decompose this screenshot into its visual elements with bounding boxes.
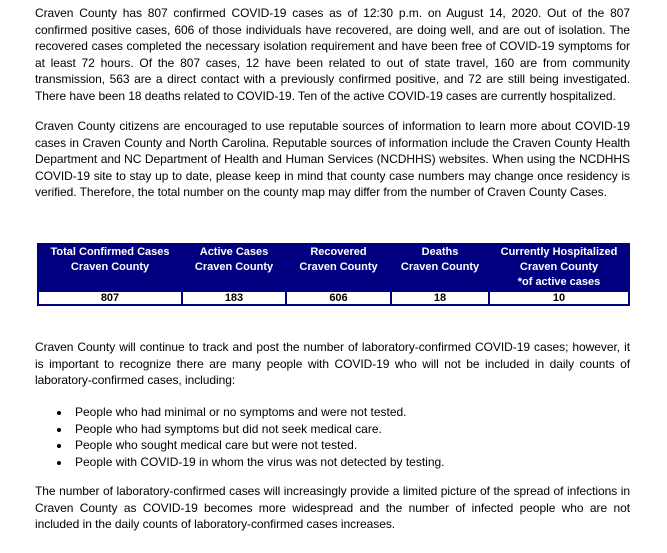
sources-paragraph: Craven County citizens are encouraged to use reputable sources of information to learn more about COVID-19 cases in Craven County and North Carolina. Reputable sources of information include the Craven County Health Department and NC Department of Health and Human Services (NCDHHS) websites. When using the NCDHHS COVID-19 site to stay up to date, please keep in mind that county case numbers may change once residency is verified. Therefore, the total number on the county map may differ from the number of Craven County Cases. (35, 119, 630, 200)
tracking-paragraph: Craven County will continue to track and post the number of laboratory-confirmed COVID-19 cases; however, it is important to recognize there are many people with COVID-19 who will not be included in daily counts of laboratory-confirmed cases, including: (35, 340, 630, 388)
list-item: People with COVID-19 in whom the virus was not detected by testing. (52, 454, 445, 471)
covid-stats-table (37, 243, 630, 306)
bullet-icon (57, 428, 61, 432)
header-total-confirmed: Total Confirmed Cases Craven County (50, 246, 170, 273)
header-deaths: Deaths Craven County (400, 246, 480, 273)
value-recovered: 606 (286, 291, 391, 305)
value-hospitalized: 10 (489, 291, 629, 305)
bullet-icon (57, 411, 61, 415)
table-row (38, 291, 629, 305)
header-recovered: Recovered Craven County (299, 246, 378, 273)
list-item: People who had minimal or no symptoms and were not tested. (52, 404, 445, 421)
summary-paragraph: Craven County has 807 confirmed COVID-19 cases as of 12:30 p.m. on August 14, 2020. Out of the 807 confirmed positive cases, 606 of those individuals have recovered, are doing well, and are out of isolation. The recovered cases completed the necessary isolation requirement and have been free of COVID-19 symptoms for at least 72 hours. Of the 807 cases, 12 have been related to out of state travel, 160 are from community transmission, 563 are a direct contact with a previously confirmed positive, and 72 are still being investigated. There have been 18 deaths related to COVID-19. Ten of the active COVID-19 cases are currently hospitalized. (35, 6, 630, 103)
value-active-cases: 183 (182, 291, 286, 305)
uncounted-cases-list (52, 404, 445, 470)
limitations-paragraph: The number of laboratory-confirmed cases will increasingly provide a limited picture of the spread of infections in Craven County as COVID-19 becomes more widespread and the number of infected people who are not included in the daily counts of laboratory-confirmed cases increases. (35, 484, 630, 532)
value-deaths: 18 (391, 291, 489, 305)
table-header-row (38, 243, 629, 291)
list-item: People who had symptoms but did not seek medical care. (52, 421, 445, 438)
bullet-icon (57, 444, 61, 448)
header-active-cases: Active Cases Craven County (194, 246, 274, 273)
list-item: People who sought medical care but were not tested. (52, 437, 445, 454)
value-total-confirmed: 807 (38, 291, 182, 305)
header-hospitalized: Currently Hospitalized Craven County *of active cases (500, 246, 618, 288)
bullet-icon (57, 461, 61, 465)
